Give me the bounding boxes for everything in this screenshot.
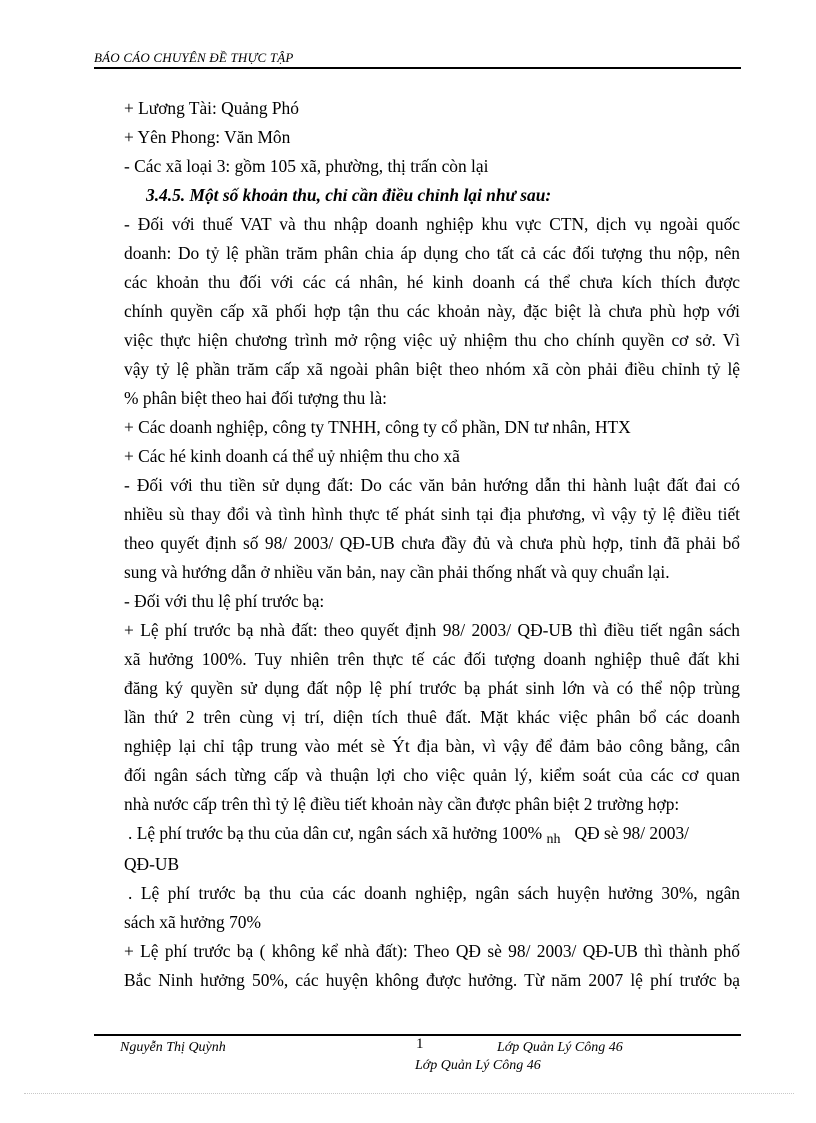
text-line: vậy tỷ lệ phần trăm cấp xã ngoài phân biệt theo nhóm xã còn phải điều chỉnh tỷ lệ xyxy=(124,359,740,379)
text-line: QĐ-UB xyxy=(124,854,180,874)
text-line: % phân biệt theo hai đối tượng thu là: xyxy=(124,388,388,408)
text-line: Bắc Ninh hưởng 50%, các huyện không được hưởng. Từ năm 2007 lệ phí trước bạ xyxy=(124,970,740,990)
text-segment: . Lệ phí trước bạ thu của dân cư, ngân sách xã hưởng 100% xyxy=(128,823,543,843)
text-line: xã hưởng 100%. Tuy nhiên trên thực tế các đối tượng doanh nghiệp thuê đất khi xyxy=(124,649,740,669)
text-line: đăng ký quyền sử dụng đất nộp lệ phí trước bạ phát sinh lớn và có thể nộp trùng xyxy=(124,678,740,698)
text-line: đối ngân sách từng cấp và thuận lợi cho việc quản lý, kiểm soát của các cơ quan xyxy=(124,765,740,785)
text-line: doanh: Do tỷ lệ phần trăm phân chia áp dụng cho tất cả các đối tượng thu nộp, nên xyxy=(124,243,740,263)
text-line: + Các hé kinh doanh cá thể uỷ nhiệm thu cho xã xyxy=(124,446,460,466)
text-line: nghiệp lại chỉ tập trung vào mét sè Ýt địa bàn, vì vậy để đảm bảo công bằng, cân xyxy=(124,736,740,756)
footer-class-label-repeat: Lớp Quản Lý Công 46 xyxy=(415,1058,541,1073)
page-boundary xyxy=(24,1093,794,1094)
text-line: theo quyết định số 98/ 2003/ QĐ-UB chưa đầy đủ và chưa phù hợp, tỉnh đã phải bổ xyxy=(124,533,740,553)
text-line: - Đối với thu tiền sử dụng đất: Do các văn bản hướng dẫn thi hành luật đất đai có xyxy=(124,475,740,495)
running-header: BÁO CÁO CHUYÊN ĐỀ THỰC TẬP xyxy=(94,50,294,65)
text-line: sách xã hưởng 70% xyxy=(124,912,261,932)
text-line: - Đối với thu lệ phí trước bạ: xyxy=(124,591,325,611)
text-line: + Lương Tài: Quảng Phó xyxy=(124,98,299,118)
text-line: - Đối với thuế VAT và thu nhập doanh nghiệp khu vực CTN, dịch vụ ngoài quốc xyxy=(124,214,740,234)
text-line: nhà nước cấp trên thì tỷ lệ điều tiết khoản này cần được phân biệt 2 trường hợp: xyxy=(124,794,680,814)
footer-class-label: Lớp Quản Lý Công 46 xyxy=(497,1040,623,1055)
footer-author: Nguyễn Thị Quỳnh xyxy=(120,1040,226,1055)
header-rule xyxy=(94,67,741,69)
text-line: lần thứ 2 trên cùng vị trí, diện tích thuê đất. Mặt khác việc phân bổ các doanh xyxy=(124,707,740,727)
text-line: chính quyền cấp xã phối hợp tận thu các khoản này, đặc biệt là chưa phù hợp với xyxy=(124,301,740,321)
section-heading: 3.4.5. Một số khoản thu, chỉ cần điều chỉnh lại như sau: xyxy=(146,185,552,205)
text-line: sung và hướng dẫn ở nhiều văn bản, nay cần phải thống nhất và quy chuẩn lại. xyxy=(124,562,670,582)
text-line: + Yên Phong: Văn Môn xyxy=(124,127,291,147)
page-number: 1 xyxy=(416,1036,424,1052)
text-line: + Lệ phí trước bạ nhà đất: theo quyết định 98/ 2003/ QĐ-UB thì điều tiết ngân sách xyxy=(124,620,740,640)
text-line: . Lệ phí trước bạ thu của các doanh nghiệp, ngân sách huyện hưởng 30%, ngân xyxy=(128,883,740,903)
text-line: các khoản thu đối với các cá nhân, hé kinh doanh cá thể chưa kích thích được xyxy=(124,272,740,292)
document-body xyxy=(124,94,740,995)
text-line: + Lệ phí trước bạ ( không kể nhà đất): Theo QĐ sè 98/ 2003/ QĐ-UB thì thành phố xyxy=(124,941,740,961)
text-line: - Các xã loại 3: gồm 105 xã, phường, thị trấn còn lại xyxy=(124,156,489,176)
text-segment: QĐ sè 98/ 2003/ xyxy=(574,823,690,843)
text-line-mixed xyxy=(124,819,740,850)
text-segment-small: nh xyxy=(546,832,561,847)
text-line: nhiều sù thay đổi và tình hình thực tế phát sinh tại địa phương, vì vậy tỷ lệ điều tiết xyxy=(124,504,740,524)
text-line: + Các doanh nghiệp, công ty TNHH, công ty cổ phần, DN tư nhân, HTX xyxy=(124,417,631,437)
text-line: việc thực hiện chương trình mở rộng việc uỷ nhiệm thu cho chính quyền cơ sở. Vì xyxy=(124,330,740,350)
